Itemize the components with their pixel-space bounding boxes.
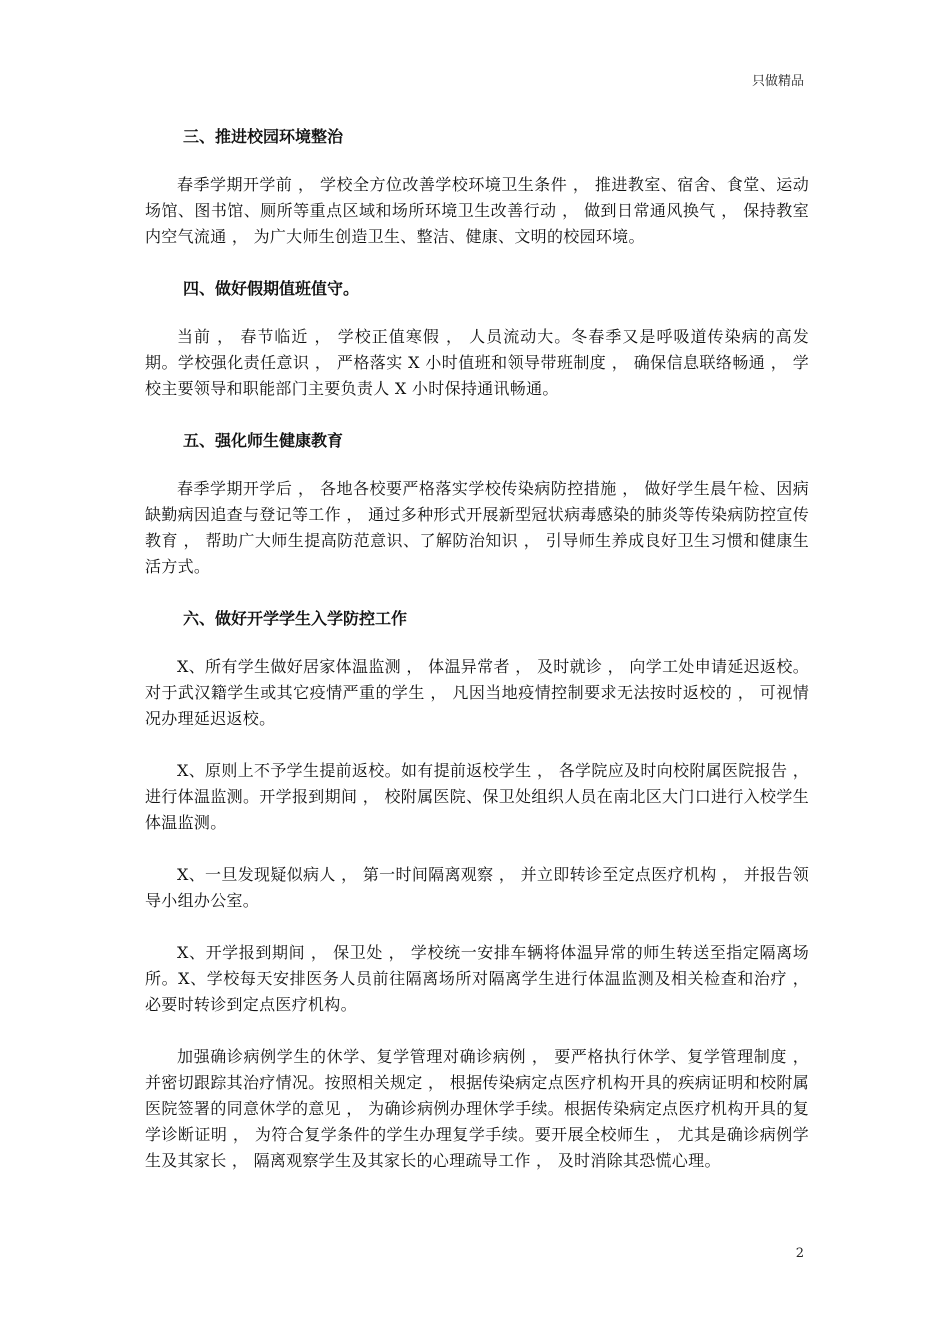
section-heading: 三、推进校园环境整治 [183, 127, 344, 146]
paragraph: X、原则上不予学生提前返校。如有提前返校学生 ， 各学院应及时向校附属医院报告 ， 进行体温监测。开学报到期间 ， 校附属医院、保卫处组织人员在南北区大门口进行入校学生体温监测。 [145, 761, 809, 832]
page-header: 只做精品 [751, 74, 804, 89]
section-heading: 五、强化师生健康教育 [183, 431, 344, 450]
paragraph: X、所有学生做好居家体温监测 ， 体温异常者 ， 及时就诊 ， 向学工处申请延迟返校。对于武汉籍学生或其它疫情严重的学生 ， 凡因当地疫情控制要求无法按时返校的 ， 可视情况办理延迟返校。 [145, 657, 809, 728]
paragraph: 春季学期开学后 ， 各地各校要严格落实学校传染病防控措施 ， 做好学生晨午检、因病缺勤病因追查与登记等工作 ， 通过多种形式开展新型冠状病毒感染的肺炎等传染病防控宣传教育 ， 帮助广大师生提高防范意识、了解防治知识 ， 引导师生养成良好卫生习惯和健康生活方式。 [145, 479, 809, 576]
paragraph: X、一旦发现疑似病人 ， 第一时间隔离观察 ， 并立即转诊至定点医疗机构 ， 并报告领导小组办公室。 [145, 865, 809, 910]
section-heading: 四、做好假期值班值守。 [183, 279, 360, 298]
paragraph: 当前 ， 春节临近 ， 学校正值寒假 ， 人员流动大。冬春季又是呼吸道传染病的高发期。学校强化责任意识 ， 严格落实 X 小时值班和领导带班制度 ， 确保信息联络畅通 ， 学校主要领导和职能部门主要负责人 X 小时保持通讯畅通。 [145, 327, 809, 398]
paragraph: X、开学报到期间 ， 保卫处 ， 学校统一安排车辆将体温异常的师生转送至指定隔离场所。X、学校每天安排医务人员前往隔离场所对隔离学生进行体温监测及相关检查和治疗 ， 必要时转诊到定点医疗机构。 [145, 943, 809, 1014]
page-number: 2 [795, 1246, 804, 1261]
paragraph: 加强确诊病例学生的休学、复学管理对确诊病例 ， 要严格执行休学、复学管理制度 ， 并密切跟踪其治疗情况。按照相关规定 ， 根据传染病定点医疗机构开具的疾病证明和校附属医院签署的同意休学的意见 ， 为确诊病例办理休学手续。根据传染病定点医疗机构开具的复学诊断证明 ， 为符合复学条件的学生办理复学手续。要开展全校师生 ， 尤其是确诊病例学生及其家长 ， 隔离观察学生及其家长的心理疏导工作 ， 及时消除其恐慌心理。 [145, 1047, 809, 1170]
paragraph: 春季学期开学前 ， 学校全方位改善学校环境卫生条件 ， 推进教室、宿舍、食堂、运动场馆、图书馆、厕所等重点区域和场所环境卫生改善行动 ， 做到日常通风换气 ， 保持教室内空气流通 ， 为广大师生创造卫生、整洁、健康、文明的校园环境。 [145, 175, 809, 246]
section-heading: 六、做好开学学生入学防控工作 [183, 609, 408, 628]
document-body [145, 124, 809, 1174]
